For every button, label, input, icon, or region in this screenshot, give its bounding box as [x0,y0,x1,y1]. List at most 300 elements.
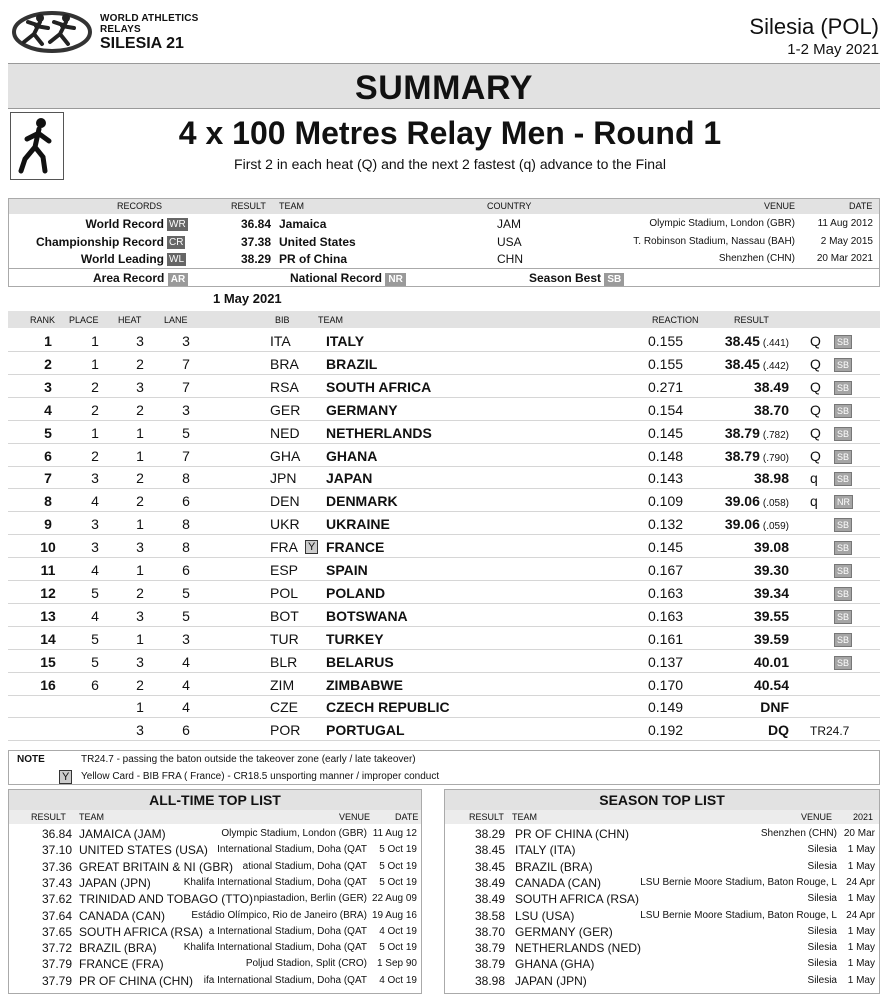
records-col-records: RECORDS [117,201,163,211]
result-bib: BLR [270,653,298,670]
result-rank: 5 [44,424,52,441]
season-result: 38.70 [475,924,506,939]
result-rank: 13 [40,607,56,624]
event-title: 4 x 100 Metres Relay Men - Round 1 [178,115,722,151]
season-team: GHANA (GHA) [515,957,595,972]
record-country: CHN [497,252,523,266]
season-result: 38.45 [475,859,506,874]
col-result: RESULT [734,315,769,325]
records-col-date: DATE [849,201,873,211]
alltime-venue: International Stadium, Doha (QAT [217,844,367,856]
alltime-result: 37.64 [42,908,73,923]
record-mark-badge: SB [834,472,852,486]
result-team: POLAND [326,584,386,601]
record-date: 2 May 2015 [820,235,873,247]
result-heat: 2 [136,470,144,487]
record-mark-badge: SB [834,587,852,601]
result-rank: 2 [44,355,52,372]
record-country: JAM [497,217,521,231]
alltime-result: 37.65 [42,924,73,939]
record-venue: T. Robinson Stadium, Nassau (BAH) [633,235,795,247]
alltime-date: 22 Aug 09 [371,893,417,905]
alltime-result: 37.36 [42,859,73,874]
season-venue: Silesia [807,925,837,937]
col-rank: RANK [30,315,56,325]
season-venue: Silesia [807,860,837,872]
result-reaction: 0.163 [648,584,684,601]
record-team: PR of China [279,252,347,266]
result-heat: 1 [136,516,144,533]
record-mark-badge: SB [834,564,852,578]
result-row [8,718,880,741]
alltime-team: PR OF CHINA (CHN) [79,973,193,988]
result-bib: POL [270,584,299,601]
season-row [445,891,879,907]
record-mark-badge: SB [834,358,852,372]
season-result: 38.49 [475,875,506,890]
record-mark-badge: SB [834,381,852,395]
result-place: 3 [91,539,99,556]
season-date: 1 May [847,974,875,986]
result-time-value: 38.70 [753,401,789,418]
result-reaction: 0.155 [648,355,684,372]
result-team: ZIMBABWE [326,676,403,693]
season-date: 24 Apr [846,909,875,921]
result-place: 2 [91,447,99,464]
result-lane: 6 [182,722,190,739]
alltime-date: 5 Oct 19 [379,844,417,856]
alltime-team: TRINIDAD AND TOBAGO (TTO) [79,892,254,907]
result-bib: GHA [270,447,301,464]
result-heat: 2 [136,584,144,601]
result-bib: POR [270,722,301,739]
alltime-venue: Olympic Stadium, London (GBR) [221,828,367,839]
alltime-row [9,940,421,956]
result-rank: 6 [44,447,52,464]
logo-line-3: SILESIA 21 [100,35,184,52]
result-time [703,539,789,555]
result-place: 1 [91,355,99,372]
all-time-top-list [8,789,422,994]
records-legend [9,268,879,286]
alltime-result: 37.79 [42,957,73,972]
result-lane: 8 [182,470,190,487]
season-row [445,875,879,891]
record-mark-badge: SB [834,518,852,532]
result-place: 3 [91,470,99,487]
result-lane: 3 [182,333,190,349]
season-team: GERMANY (GER) [515,924,613,939]
result-heat: 2 [136,493,144,510]
result-rank: 1 [44,333,52,349]
yellow-card-icon: Y [305,540,318,554]
result-time [703,333,789,349]
alltime-result: 37.10 [42,843,73,858]
season-top-list [444,789,880,994]
result-time-value: 39.59 [753,630,789,647]
logo-line-1: WORLD ATHLETICS [100,13,199,24]
result-lane: 3 [182,630,190,647]
alltime-team: UNITED STATES (USA) [79,843,208,858]
result-time-value: 38.45 [724,333,760,349]
legend-season-best: Season Best SB [529,271,624,286]
result-place: 4 [91,607,99,624]
result-lane: 7 [182,378,190,395]
record-date: 11 Aug 2012 [817,218,873,229]
alltime-date: 11 Aug 12 [372,828,417,839]
alltime-row [9,842,421,858]
result-team: DENMARK [326,493,398,510]
result-bib: CZE [270,699,298,716]
yellow-card-icon: Y [59,770,72,784]
all-time-col-result: RESULT [31,812,66,822]
record-mark-badge: SB [834,404,852,418]
record-country: USA [497,234,522,249]
qualification-mark: Q [810,447,821,464]
result-heat: 1 [136,424,144,441]
season-date: 1 May [847,893,875,905]
result-lane: 8 [182,516,190,533]
result-time-value: DNF [760,699,789,716]
record-mark-badge: NR [834,495,853,509]
season-date: 1 May [847,942,875,954]
result-time-value: 39.30 [753,562,789,578]
result-lane: 5 [182,424,190,441]
record-team: United States [279,234,356,249]
alltime-venue: Khalifa International Stadium, Doha (QAT [183,876,367,888]
result-rank: 11 [40,562,56,578]
result-lane: 5 [182,607,190,624]
season-header [445,810,879,824]
records-col-venue: VENUE [764,201,796,211]
qualification-mark: Q [810,378,821,395]
records-col-country: COUNTRY [487,201,532,211]
result-reaction: 0.148 [648,447,684,464]
result-reaction: 0.143 [648,470,684,487]
result-heat: 2 [136,676,144,693]
results-header [8,311,880,328]
alltime-venue: ifa International Stadium, Doha (QAT [203,974,367,986]
result-bib: BRA [270,355,299,372]
alltime-date: 5 Oct 19 [379,876,417,888]
result-lane: 5 [182,584,190,601]
result-time [703,356,789,372]
result-tiebreak: (.442) [762,360,789,372]
season-row [445,826,879,842]
result-rank: 15 [40,653,56,670]
result-time [703,562,789,578]
result-team: JAPAN [326,470,373,487]
result-bib: DEN [270,493,300,510]
all-time-col-venue: VENUE [339,812,371,822]
dq-rule: TR24.7 [810,724,850,739]
result-heat: 3 [136,653,144,670]
legend-area-record: Area Record AR [93,271,188,286]
alltime-venue: npiastadion, Berlin (GER) [253,893,367,905]
result-team: GHANA [326,447,378,464]
season-team: NETHERLANDS (NED) [515,941,642,956]
season-team: JAPAN (JPN) [515,973,587,988]
alltime-result: 37.62 [42,892,73,907]
result-tiebreak: (.782) [762,429,789,441]
alltime-team: JAPAN (JPN) [79,875,151,890]
result-row [8,489,880,512]
result-row [8,375,880,398]
result-time [703,516,789,532]
result-bib: NED [270,424,300,441]
result-bib: UKR [270,516,300,533]
qualification-mark: Q [810,333,821,349]
result-row [8,421,880,444]
result-lane: 8 [182,539,190,556]
result-reaction: 0.132 [648,516,684,533]
col-lane: LANE [164,315,188,325]
result-heat: 3 [136,539,144,556]
alltime-result: 37.43 [42,875,73,890]
result-team: SPAIN [326,562,368,578]
legend-national-record: National Record NR [290,271,406,286]
sprinter-icon [10,112,64,180]
notes-label: NOTE [17,754,45,765]
result-row [8,581,880,604]
alltime-result: 37.72 [42,941,73,956]
result-team: UKRAINE [326,516,390,533]
season-venue: Silesia [807,974,837,986]
result-reaction: 0.109 [648,493,684,510]
season-venue: Silesia [807,942,837,954]
record-code-badge: CR [169,236,184,248]
result-time [703,722,789,738]
alltime-team: JAMAICA (JAM) [79,827,166,841]
result-reaction: 0.149 [648,699,684,716]
season-venue: LSU Bernie Moore Stadium, Baton Rouge, L [640,876,837,888]
qualification-mark: q [810,493,818,510]
result-time [703,379,789,395]
result-bib: ZIM [270,676,295,693]
result-tiebreak: (.058) [762,498,789,510]
result-lane: 4 [182,653,190,670]
result-time-value: DQ [768,722,789,739]
record-result: 36.84 [241,217,272,231]
result-time-value: 39.08 [753,539,789,556]
result-rank: 7 [44,470,52,487]
notes-box [8,750,880,785]
result-place: 4 [91,562,99,578]
season-title: SEASON TOP LIST [445,790,879,810]
result-time-value: 39.06 [724,516,760,533]
result-team: CZECH REPUBLIC [326,699,450,716]
col-bib: BIB [275,315,290,325]
result-time [703,448,789,464]
alltime-row [9,956,421,972]
col-team: TEAM [318,315,344,325]
result-row [8,352,880,375]
record-code-badge: WR [169,219,186,230]
result-time-value: 40.54 [753,676,789,693]
season-result: 38.58 [475,908,506,923]
result-time [703,470,789,486]
result-row [8,604,880,627]
result-row [8,558,880,581]
record-result: 37.38 [241,234,272,249]
result-rank: 4 [44,401,52,418]
record-row [9,250,879,267]
result-reaction: 0.154 [648,401,684,418]
alltime-date: 1 Sep 90 [376,958,417,970]
result-rank: 14 [40,630,56,647]
season-result: 38.45 [475,843,506,858]
result-reaction: 0.161 [648,630,684,647]
result-time [703,402,789,418]
alltime-date: 5 Oct 19 [379,860,417,872]
result-lane: 3 [182,401,190,418]
result-heat: 1 [136,630,144,647]
location-city: Silesia (POL) [749,14,879,39]
summary-title: SUMMARY [8,63,880,109]
result-tiebreak: (.059) [762,521,789,533]
result-row [8,673,880,696]
result-tiebreak: (.441) [762,338,789,349]
result-team: ITALY [326,333,365,349]
result-rank: 8 [44,493,52,510]
result-row [8,512,880,535]
alltime-team: FRANCE (FRA) [79,957,164,972]
season-col-team: TEAM [512,812,538,822]
result-place: 1 [91,333,99,349]
season-team: CANADA (CAN) [515,875,602,890]
alltime-team: GREAT BRITAIN & NI (GBR) [79,859,234,874]
alltime-row [9,973,421,989]
result-time [703,699,789,715]
result-bib: BOT [270,607,299,624]
alltime-result: 37.79 [42,973,73,988]
event-logo-text [100,13,199,53]
result-team: BRAZIL [326,355,378,372]
result-row [8,466,880,489]
result-place: 3 [91,516,99,533]
season-row [445,924,879,940]
result-time [703,425,789,441]
alltime-date: 19 Aug 16 [371,909,417,921]
records-col-team: TEAM [279,201,305,211]
record-mark-badge: SB [834,427,852,441]
record-code-badge: WL [169,254,184,265]
alltime-row [9,924,421,940]
result-time-value: 39.34 [753,584,789,601]
season-date: 1 May [847,844,875,856]
season-row [445,842,879,858]
all-time-col-team: TEAM [79,812,105,822]
season-date: 1 May [847,925,875,937]
result-heat: 1 [136,699,144,716]
season-team: SOUTH AFRICA (RSA) [515,892,640,907]
alltime-row [9,826,421,842]
alltime-venue: Estádio Olímpico, Rio de Janeiro (BRA) [191,909,367,921]
record-mark-badge: SB [834,656,852,670]
result-reaction: 0.155 [648,333,684,349]
result-lane: 4 [182,699,190,716]
result-time-value: 38.98 [753,470,789,487]
season-date: 1 May [847,958,875,970]
result-reaction: 0.145 [648,539,684,556]
result-place: 5 [91,584,99,601]
result-bib: GER [270,401,301,418]
record-date: 20 Mar 2021 [816,253,873,264]
result-lane: 7 [182,447,190,464]
result-time [703,585,789,601]
alltime-row [9,875,421,891]
result-row [8,398,880,421]
alltime-row [9,891,421,907]
record-name: World Leading [80,252,164,266]
record-name: Championship Record [35,234,164,249]
season-col-date: 2021 [853,812,874,822]
season-col-venue: VENUE [801,812,833,822]
result-tiebreak: (.790) [762,452,789,464]
alltime-result: 36.84 [42,827,73,841]
result-reaction: 0.170 [648,676,684,693]
alltime-venue: Poljud Stadion, Split (CRO) [245,958,367,970]
result-row [8,695,880,718]
result-bib: ITA [270,333,291,349]
season-venue: Silesia [807,958,837,970]
record-row [9,233,879,250]
result-heat: 3 [136,722,144,739]
record-mark-badge: SB [834,610,852,624]
result-heat: 2 [136,355,144,372]
result-reaction: 0.163 [648,607,684,624]
all-time-title: ALL-TIME TOP LIST [9,790,421,810]
result-place: 2 [91,378,99,395]
result-rank: 16 [40,676,56,693]
result-row [8,535,880,558]
result-heat: 1 [136,562,144,578]
result-time-value: 39.55 [753,607,789,624]
result-time-value: 38.49 [753,378,789,395]
result-place: 5 [91,630,99,647]
result-time-value: 38.45 [724,355,760,372]
result-team: BOTSWANA [326,607,408,624]
season-date: 20 Mar [843,828,875,839]
alltime-date: 4 Oct 19 [379,974,417,986]
season-row [445,956,879,972]
result-team: PORTUGAL [326,722,405,739]
record-venue: Shenzhen (CHN) [718,253,795,264]
event-subtitle: First 2 in each heat (Q) and the next 2 fastest (q) advance to the Final [234,156,666,172]
col-reaction: REACTION [652,315,699,325]
result-bib: RSA [270,378,299,395]
result-heat: 3 [136,607,144,624]
record-mark-badge: SB [834,633,852,647]
logo-line-2: RELAYS [100,24,141,35]
season-date: 1 May [847,860,875,872]
season-team: LSU (USA) [515,908,575,923]
qualification-mark: Q [810,355,821,372]
result-reaction: 0.137 [648,653,684,670]
result-lane: 4 [182,676,190,693]
result-time [703,677,789,693]
result-heat: 1 [136,447,144,464]
event-location [749,14,879,60]
result-place: 4 [91,493,99,510]
record-venue: Olympic Stadium, London (GBR) [649,218,795,229]
season-venue: Silesia [807,844,837,856]
competition-day: 1 May 2021 [213,291,282,306]
record-mark-badge: SB [834,335,852,349]
location-dates: 1-2 May 2021 [787,41,879,58]
result-lane: 7 [182,355,190,372]
result-time [703,631,789,647]
